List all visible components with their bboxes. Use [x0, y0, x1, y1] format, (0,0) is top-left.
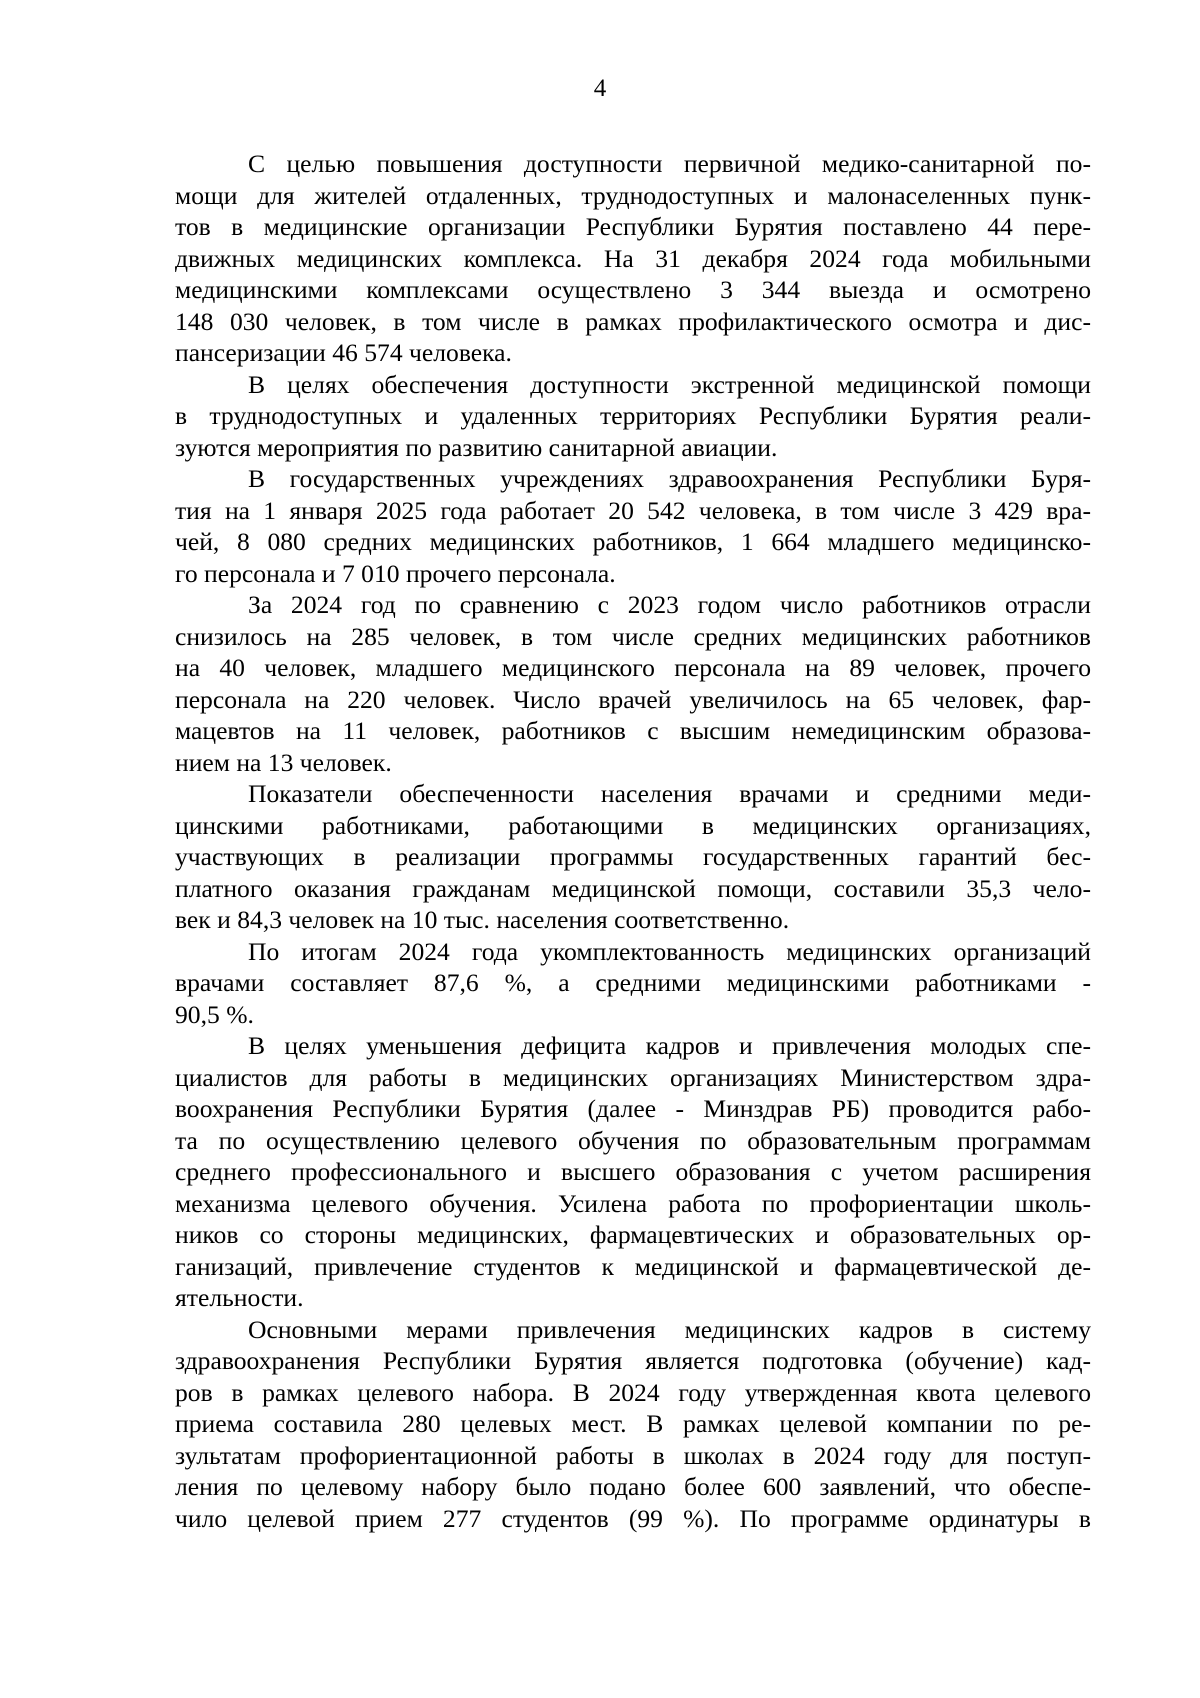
- text-line: В целях обеспечения доступности экстренной медицинской помощи: [248, 369, 1091, 399]
- text-line: чило целевой прием 277 студентов (99 %). По программе ординатуры в: [175, 1503, 1091, 1533]
- text-line: персонала на 220 человек. Число врачей увеличилось на 65 человек, фар-: [175, 684, 1091, 714]
- text-line: По итогам 2024 года укомплектованность медицинских организаций: [248, 936, 1091, 966]
- text-line: на 40 человек, младшего медицинского персонала на 89 человек, прочего: [175, 653, 1091, 682]
- text-line: век и 84,3 человек на 10 тыс. населения соответственно.: [175, 905, 790, 934]
- paragraph-4: [175, 589, 1091, 778]
- text-line: воохранения Республики Бурятия (далее - Минздрав РБ) проводится рабо-: [175, 1094, 1091, 1123]
- text-line: ятельности.: [175, 1283, 304, 1312]
- text-line: в труднодоступных и удаленных территориях Республики Бурятия реали-: [175, 401, 1091, 430]
- text-line: среднего профессионального и высшего образования с учетом расширения: [175, 1157, 1091, 1186]
- text-line: 148 030 человек, в том числе в рамках профилактического осмотра и дис-: [175, 306, 1091, 336]
- paragraph-2: [175, 369, 1091, 464]
- text-line: участвующих в реализации программы государственных гарантий бес-: [175, 842, 1091, 871]
- paragraph-5: [175, 778, 1091, 936]
- text-line: ганизаций, привлечение студентов к медицинской и фармацевтической де-: [175, 1251, 1091, 1281]
- text-line: ников со стороны медицинских, фармацевтических и образовательных ор-: [175, 1220, 1091, 1249]
- text-line: 90,5 %.: [175, 999, 254, 1029]
- text-line: За 2024 год по сравнению с 2023 годом число работников отрасли: [248, 590, 1091, 619]
- text-line: тия на 1 января 2025 года работает 20 542 человека, в том числе 3 429 вра-: [175, 495, 1091, 525]
- text-line: В целях уменьшения дефицита кадров и привлечения молодых спе-: [248, 1031, 1091, 1060]
- text-line: нием на 13 человек.: [175, 747, 392, 777]
- text-line: та по осуществлению целевого обучения по образовательным программам: [175, 1125, 1091, 1155]
- text-line: медицинскими комплексами осуществлено 3 344 выезда и осмотрено: [175, 275, 1091, 304]
- paragraph-8: [175, 1314, 1091, 1535]
- text-line: снизилось на 285 человек, в том числе средних медицинских работников: [175, 621, 1091, 651]
- paragraph-7: [175, 1030, 1091, 1314]
- text-line: цинскими работниками, работающими в медицинских организациях,: [175, 810, 1091, 840]
- text-line: платного оказания гражданам медицинской помощи, составили 35,3 чело-: [175, 873, 1091, 903]
- text-line: врачами составляет 87,6 %, а средними медицинскими работниками -: [175, 968, 1091, 997]
- text-line: Показатели обеспеченности населения врачами и средними меди-: [248, 779, 1091, 808]
- page-number: 4: [593, 75, 607, 102]
- text-line: го персонала и 7 010 прочего персонала.: [175, 558, 616, 588]
- paragraph-6: [175, 936, 1091, 1031]
- text-line: мощи для жителей отдаленных, труднодоступных и малонаселенных пунк-: [175, 180, 1091, 210]
- text-line: ров в рамках целевого набора. В 2024 году утвержденная квота целевого: [175, 1377, 1091, 1407]
- text-line: движных медицинских комплекса. На 31 декабря 2024 года мобильными: [175, 243, 1091, 273]
- text-line: приема составила 280 целевых мест. В рамках целевой компании по ре-: [175, 1409, 1091, 1438]
- text-line: здравоохранения Республики Бурятия является подготовка (обучение) кад-: [175, 1346, 1091, 1375]
- text-line: чей, 8 080 средних медицинских работников, 1 664 младшего медицинско-: [175, 527, 1091, 556]
- text-line: ления по целевому набору было подано более 600 заявлений, что обеспе-: [175, 1472, 1091, 1501]
- text-line: механизма целевого обучения. Усилена работа по профориентации школь-: [175, 1188, 1091, 1218]
- text-line: тов в медицинские организации Республики Бурятия поставлено 44 пере-: [175, 212, 1091, 241]
- text-line: мацевтов на 11 человек, работников с высшим немедицинским образова-: [175, 716, 1091, 745]
- text-line: С целью повышения доступности первичной медико-санитарной по-: [248, 149, 1091, 178]
- text-line: пансеризации 46 574 человека.: [175, 338, 512, 367]
- paragraph-1: [175, 148, 1091, 369]
- text-line: зуются мероприятия по развитию санитарной авиации.: [175, 432, 778, 462]
- document-body: [175, 148, 1091, 1534]
- text-line: Основными мерами привлечения медицинских кадров в систему: [248, 1314, 1091, 1344]
- text-line: В государственных учреждениях здравоохранения Республики Буря-: [248, 464, 1091, 493]
- text-line: циалистов для работы в медицинских организациях Министерством здра-: [175, 1062, 1091, 1092]
- paragraph-3: [175, 463, 1091, 589]
- text-line: зультатам профориентационной работы в школах в 2024 году для поступ-: [175, 1440, 1091, 1470]
